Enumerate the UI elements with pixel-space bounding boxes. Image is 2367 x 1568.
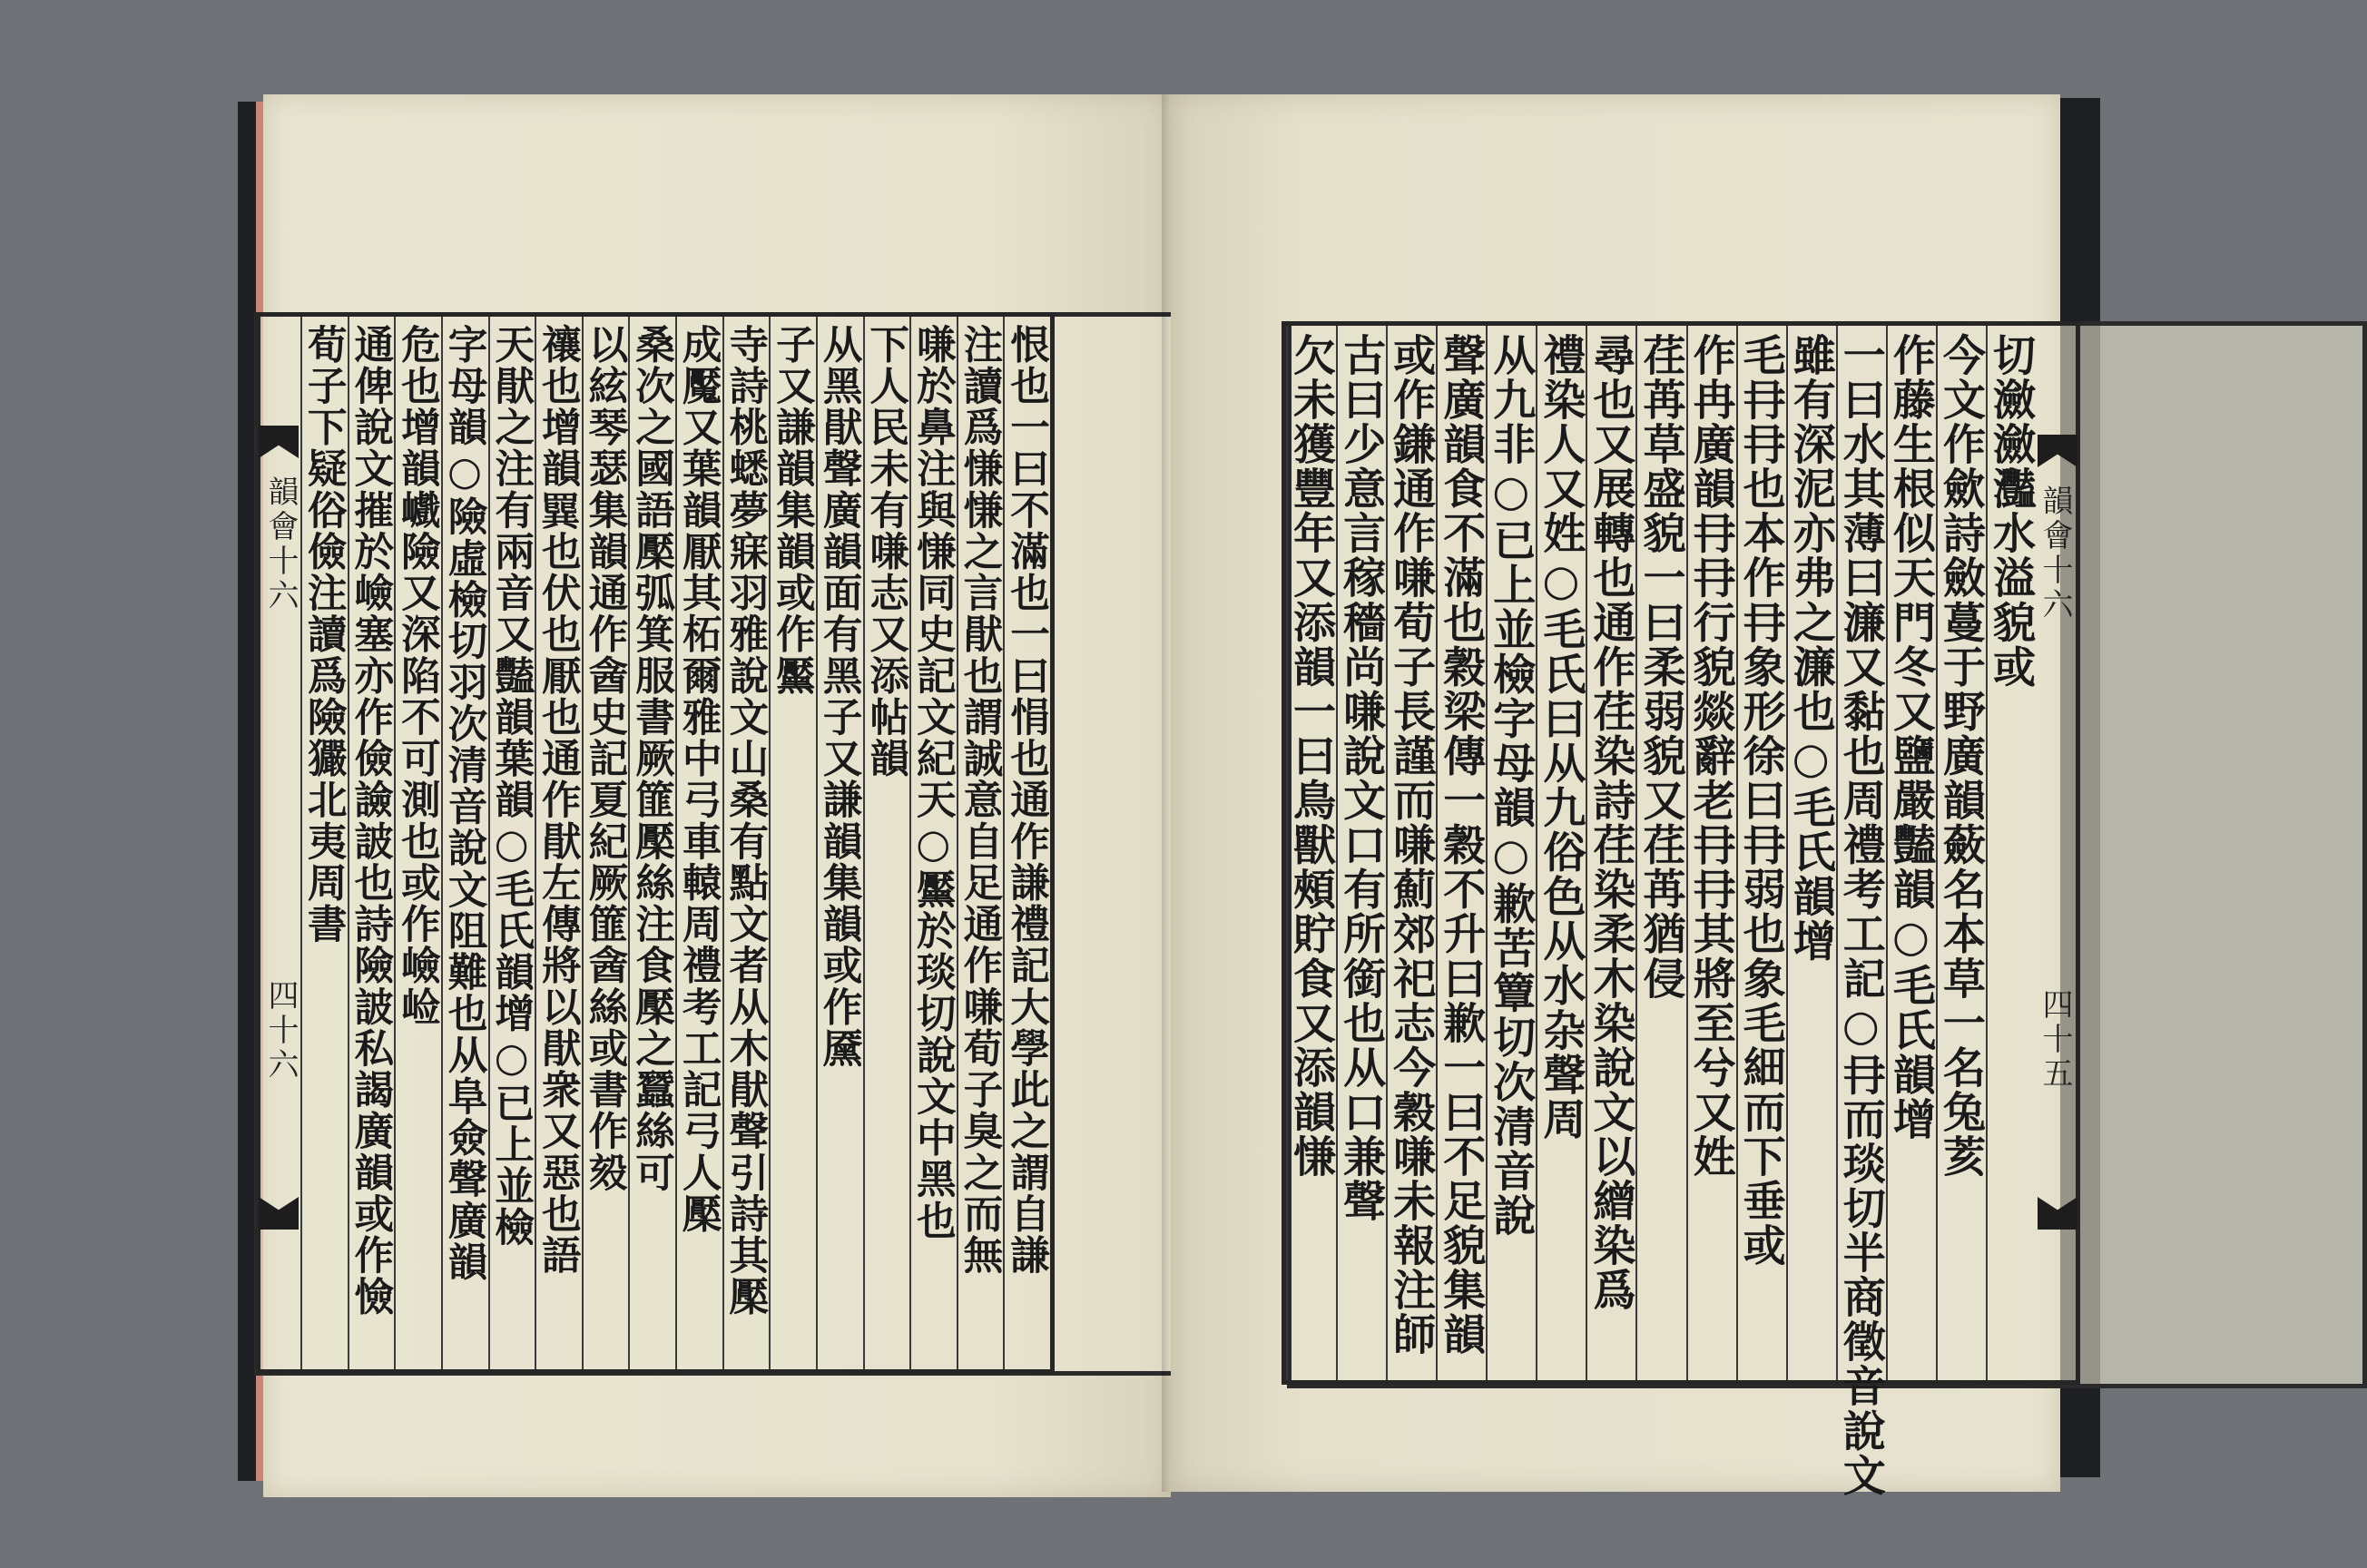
right-text-column: 尋也又展轉也通作荏染詩荏染柔木染說文以繒染爲 — [1586, 333, 1636, 1313]
left-text-column: 荀子下疑俗儉注讀爲險玁北夷周書 — [300, 324, 348, 946]
left-text-column: 寺詩桃蟋夢寐羽雅說文山桑有點文者从木猒聲引詩其檿 — [722, 324, 770, 1318]
fishtail-mark-bottom-right — [2038, 1197, 2077, 1230]
left-text-column: 嗛於鼻注與慊同史記文紀天○黶於琰切說文中黑也 — [909, 324, 957, 1242]
right-text-frame — [1282, 321, 2080, 1498]
right-margin-page: 四十五 — [2037, 988, 2073, 1092]
right-text-column: 作冉廣韻冄冄行貌燚辭老冄冄其將至兮又姓 — [1685, 333, 1736, 1180]
left-columns — [300, 317, 1050, 1369]
left-text-column: 桑次之國語檿弧箕服書厥篚檿絲注食檿之蠶絲可 — [629, 324, 675, 1194]
left-margin-title: 韻會十六 — [262, 475, 299, 613]
left-text-column: 从黑猒聲廣韻面有黑子又謙韻集韻或作黡 — [816, 324, 863, 1070]
left-text-frame — [256, 312, 1055, 1374]
right-text-column: 聲廣韻食不滿也穀梁傳一穀不升曰歉一曰不足貌集韻 — [1436, 333, 1487, 1357]
left-text-column: 字母韻○險虛檢切羽次清音說文阻難也从阜僉聲廣韻 — [441, 324, 488, 1283]
left-text-column: 危也增韻巇險又深陷不可測也或作嶮崄 — [394, 324, 441, 1028]
left-text-column: 成魘又葉韻厭其柘爾雅中弓車轅周禮考工記弓人檿 — [675, 324, 722, 1235]
left-text-column: 恨也一曰不滿也一曰悁也通作謙禮記大學此之謂自謙 — [1004, 324, 1050, 1277]
left-text-column: 通俾說文摧於嶮塞亦作儉譣詖也詩險詖私謁廣韻或作憸 — [348, 324, 395, 1318]
right-margin-title: 韻會十六 — [2037, 485, 2073, 622]
right-columns — [1286, 326, 2036, 1498]
right-text-column: 从九非○已上並檢字母韻○歉苦簟切次清音說 — [1486, 333, 1537, 1239]
left-text-column: 禳也增韻𦌔也伏也厭也通作猒左傳將以猒衆又惡也語 — [535, 324, 582, 1277]
right-text-column: 作藤生根似天門冬又鹽嚴豔韻○毛氏韻增 — [1885, 333, 1936, 1142]
left-margin-page: 四十六 — [262, 979, 299, 1083]
right-text-column: 毛冄冄也本作冄象形徐曰冄弱也象毛細而下垂或 — [1735, 333, 1786, 1269]
fishtail-mark-top-right — [2038, 435, 2077, 467]
right-text-column: 今文作歛詩斂蔓于野廣韻蘞名本草一名兔荄 — [1935, 333, 1986, 1180]
fishtail-mark-top — [259, 426, 299, 458]
left-text-column: 天猒之注有兩音又豔韻葉韻○毛氏韻增○已上並檢 — [488, 324, 535, 1249]
right-text-column: 荏苒草盛貌一曰柔弱貌又荏苒猶侵 — [1635, 333, 1686, 1001]
right-text-column: 古曰少意言稼穡尚嗛說文口有所銜也从口兼聲 — [1336, 333, 1387, 1224]
book-gutter — [1162, 94, 1171, 1492]
fishtail-mark-bottom — [259, 1197, 299, 1230]
left-text-column: 子又謙韻集韻或作黶 — [769, 324, 816, 697]
right-text-column: 禮染人又姓○毛氏曰从九俗色从水杂聲周 — [1536, 333, 1586, 1142]
right-text-column: 雖有深泥亦弗之濂也○毛氏韻增 — [1785, 333, 1836, 964]
left-text-column: 下人民未有嗛志又添帖韻 — [863, 324, 910, 779]
right-text-column: 欠未獲豐年又添韻一曰鳥獸頰貯食又添韻慊 — [1286, 333, 1337, 1180]
left-text-column: 注讀爲慊慊之言猒也謂誠意自足通作嗛荀子臭之而無 — [957, 324, 1004, 1277]
right-text-column: 切瀲瀲灩水溢貌或 — [1985, 333, 2036, 690]
right-text-column: 一曰水其薄曰濂又黏也周禮考工記○冄而琰切半商徵音說文 — [1835, 333, 1886, 1498]
right-text-column: 或作鎌通作嗛荀子長謹而嗛薊郊祀志今穀嗛未報注師 — [1386, 333, 1437, 1357]
left-text-column: 以絃琴瑟集韻通作酓史記夏紀厥篚酓絲或書作㱾 — [582, 324, 629, 1194]
